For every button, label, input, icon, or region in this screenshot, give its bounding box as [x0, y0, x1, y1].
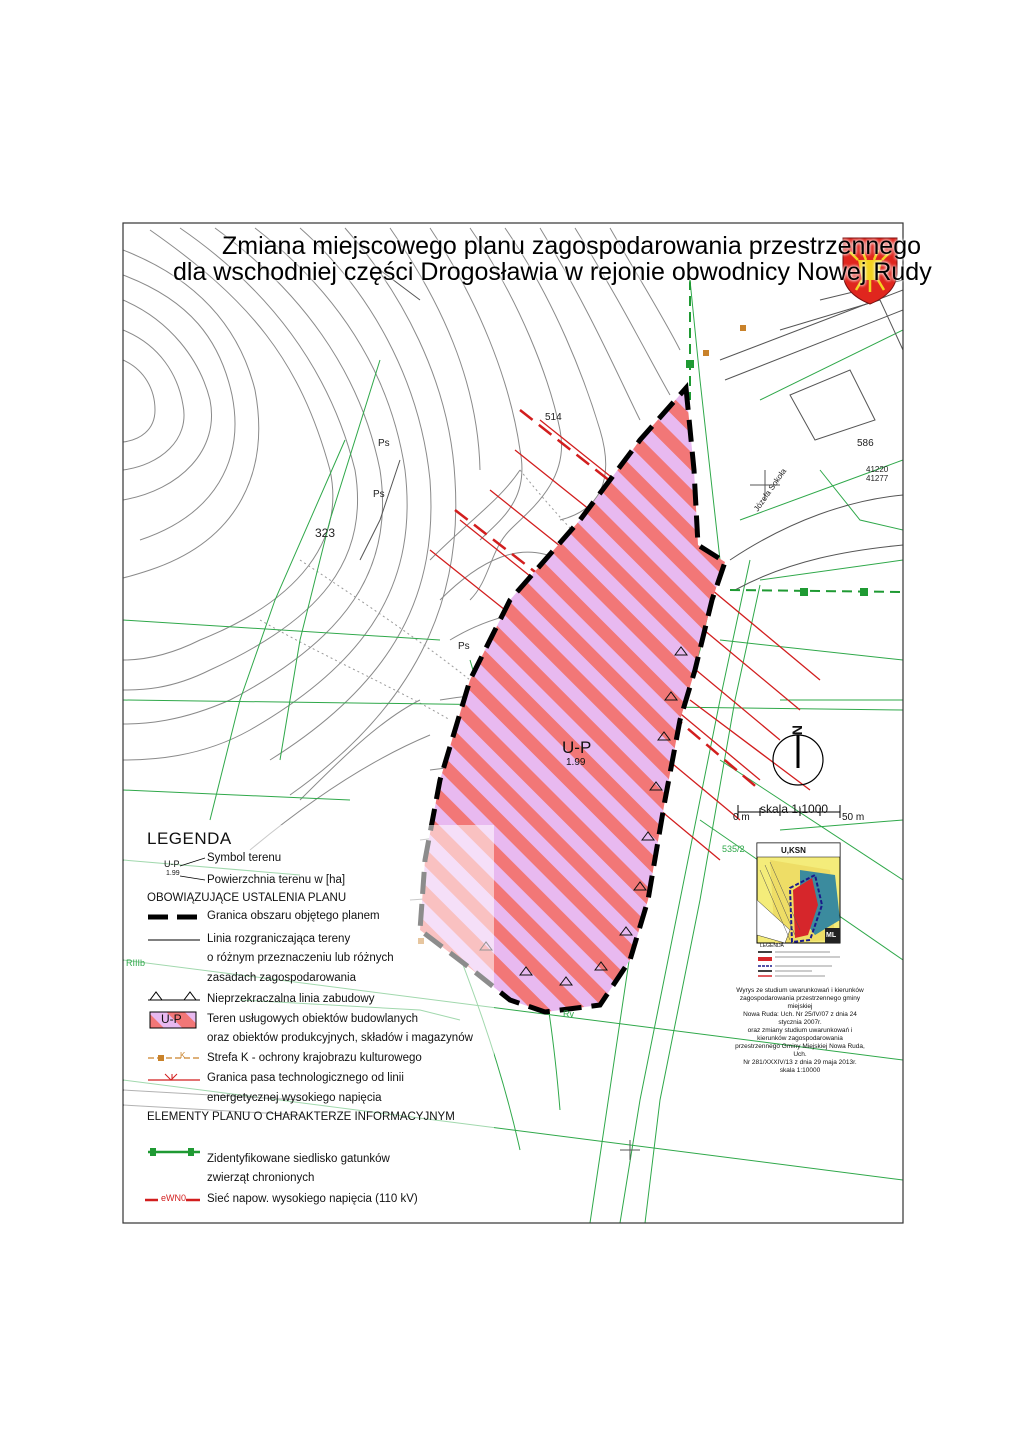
- scale-label: skala 1:1000: [760, 802, 829, 816]
- map-label-parcel: 586: [857, 438, 874, 449]
- legend-symbol-terenu: Symbol terenu: [207, 852, 282, 864]
- inset-caption-line: Nr 281/XXXIV/13 z dnia 29 maja 2013r.: [743, 1059, 857, 1066]
- habitat-lines: [690, 280, 903, 592]
- map-label-parcel: 514: [545, 412, 562, 423]
- inset-legend-label: LEGENDA: [760, 943, 784, 949]
- map-label-parcel: 41220: [866, 465, 889, 474]
- inset-caption-line: oraz zmiany studium uwarunkowań i kierunków zagospodarowania: [747, 1027, 853, 1042]
- legend-symbol-code: U-P: [164, 859, 180, 869]
- map-label-street: Józefa Sokoła: [752, 466, 789, 514]
- legend-powierzchnia: Powierzchnia terenu w [ha]: [207, 874, 346, 886]
- legend-teren-1: Teren usługowych obiektów budowlanych: [207, 1013, 418, 1025]
- legend-symbol-area: 1.99: [166, 870, 180, 877]
- legend-strefa-k-mark: K: [180, 1051, 186, 1060]
- legend-linia-3: zasadach zagospodarowania: [207, 972, 356, 984]
- legend-section-informacyjne: ELEMENTY PLANU O CHARAKTERZE INFORMACYJNYM: [147, 1111, 455, 1123]
- legend-siedlisko-2: zwierząt chronionych: [207, 1172, 315, 1184]
- legend-granica: Granica obszaru objętego planem: [207, 910, 380, 922]
- inset-caption: [735, 987, 865, 1075]
- map-label-land-use: Ps: [378, 438, 390, 449]
- map-label-parcel: 535/2: [722, 844, 745, 854]
- map-label-parcel: 323: [315, 526, 336, 540]
- map-title-line-1: Zmiana miejscowego planu zagospodarowania przestrzennego: [222, 232, 922, 260]
- scale-start: 0 m: [733, 812, 750, 823]
- scale-end: 50 m: [842, 812, 865, 823]
- legend-nieprzekraczalna: Nieprzekraczalna linia zabudowy: [207, 993, 375, 1005]
- legend-linia-2: o różnym przeznaczeniu lub różnych: [207, 952, 394, 964]
- legend-up-code: U-P: [161, 1012, 182, 1026]
- legend-pas-1: Granica pasa technologicznego od linii: [207, 1072, 404, 1084]
- inset-ml-label: ML: [826, 932, 837, 939]
- legend-pas-2: energetycznej wysokiego napięcia: [207, 1092, 382, 1104]
- inset-caption-line: Wyrys ze studium uwarunkowań i kierunków: [736, 987, 864, 994]
- plan-area-symbol: U-P: [562, 738, 592, 757]
- legend-teren-2: oraz obiektów produkcyjnych, składów i magazynów: [207, 1032, 473, 1044]
- coat-of-arms-icon: [843, 238, 897, 304]
- legend-siedlisko-1: Zidentyfikowane siedlisko gatunków: [207, 1153, 390, 1165]
- inset-caption-line: przestrzennego Gminy Miejskiej Nowa Ruda, Uch.: [735, 1043, 865, 1058]
- inset-map-label: U,KSN: [781, 846, 806, 855]
- plan-area-size: 1.99: [566, 757, 586, 768]
- inset-map-graphic: [757, 843, 840, 976]
- inset-caption-line: skala 1:10000: [779, 1067, 821, 1074]
- map-label-land-use: Ps: [458, 641, 470, 652]
- legend-section-obowiazujace: OBOWIĄZUJĄCE USTALENIA PLANU: [147, 892, 347, 904]
- map-label-land-use: RIIIb: [126, 958, 146, 968]
- inset-caption-line: zagospodarowania przestrzennego gminy miejskiej: [739, 995, 861, 1010]
- map-label-land-use: Ps: [373, 489, 385, 500]
- legend-siec: Sieć napow. wysokiego napięcia (110 kV): [207, 1193, 418, 1205]
- map-label-parcel: 41277: [866, 474, 889, 483]
- legend-linia-1: Linia rozgraniczająca tereny: [207, 933, 351, 945]
- north-arrow-icon: [773, 735, 823, 785]
- legend-title: LEGENDA: [147, 829, 232, 848]
- map-label-land-use: Rv: [563, 1009, 574, 1019]
- map-title-line-2: dla wschodniej części Drogosławia w rejonie obwodnicy Nowej Rudy: [173, 258, 932, 286]
- legend-siec-mark: eWN0: [161, 1193, 187, 1203]
- north-arrow-label: N: [789, 724, 806, 736]
- legend-strefa-k: Strefa K - ochrony krajobrazu kulturowego: [207, 1052, 422, 1064]
- inset-caption-line: Nowa Ruda: Uch. Nr 25/IV/07 z dnia 24 stycznia 2007r.: [743, 1011, 857, 1026]
